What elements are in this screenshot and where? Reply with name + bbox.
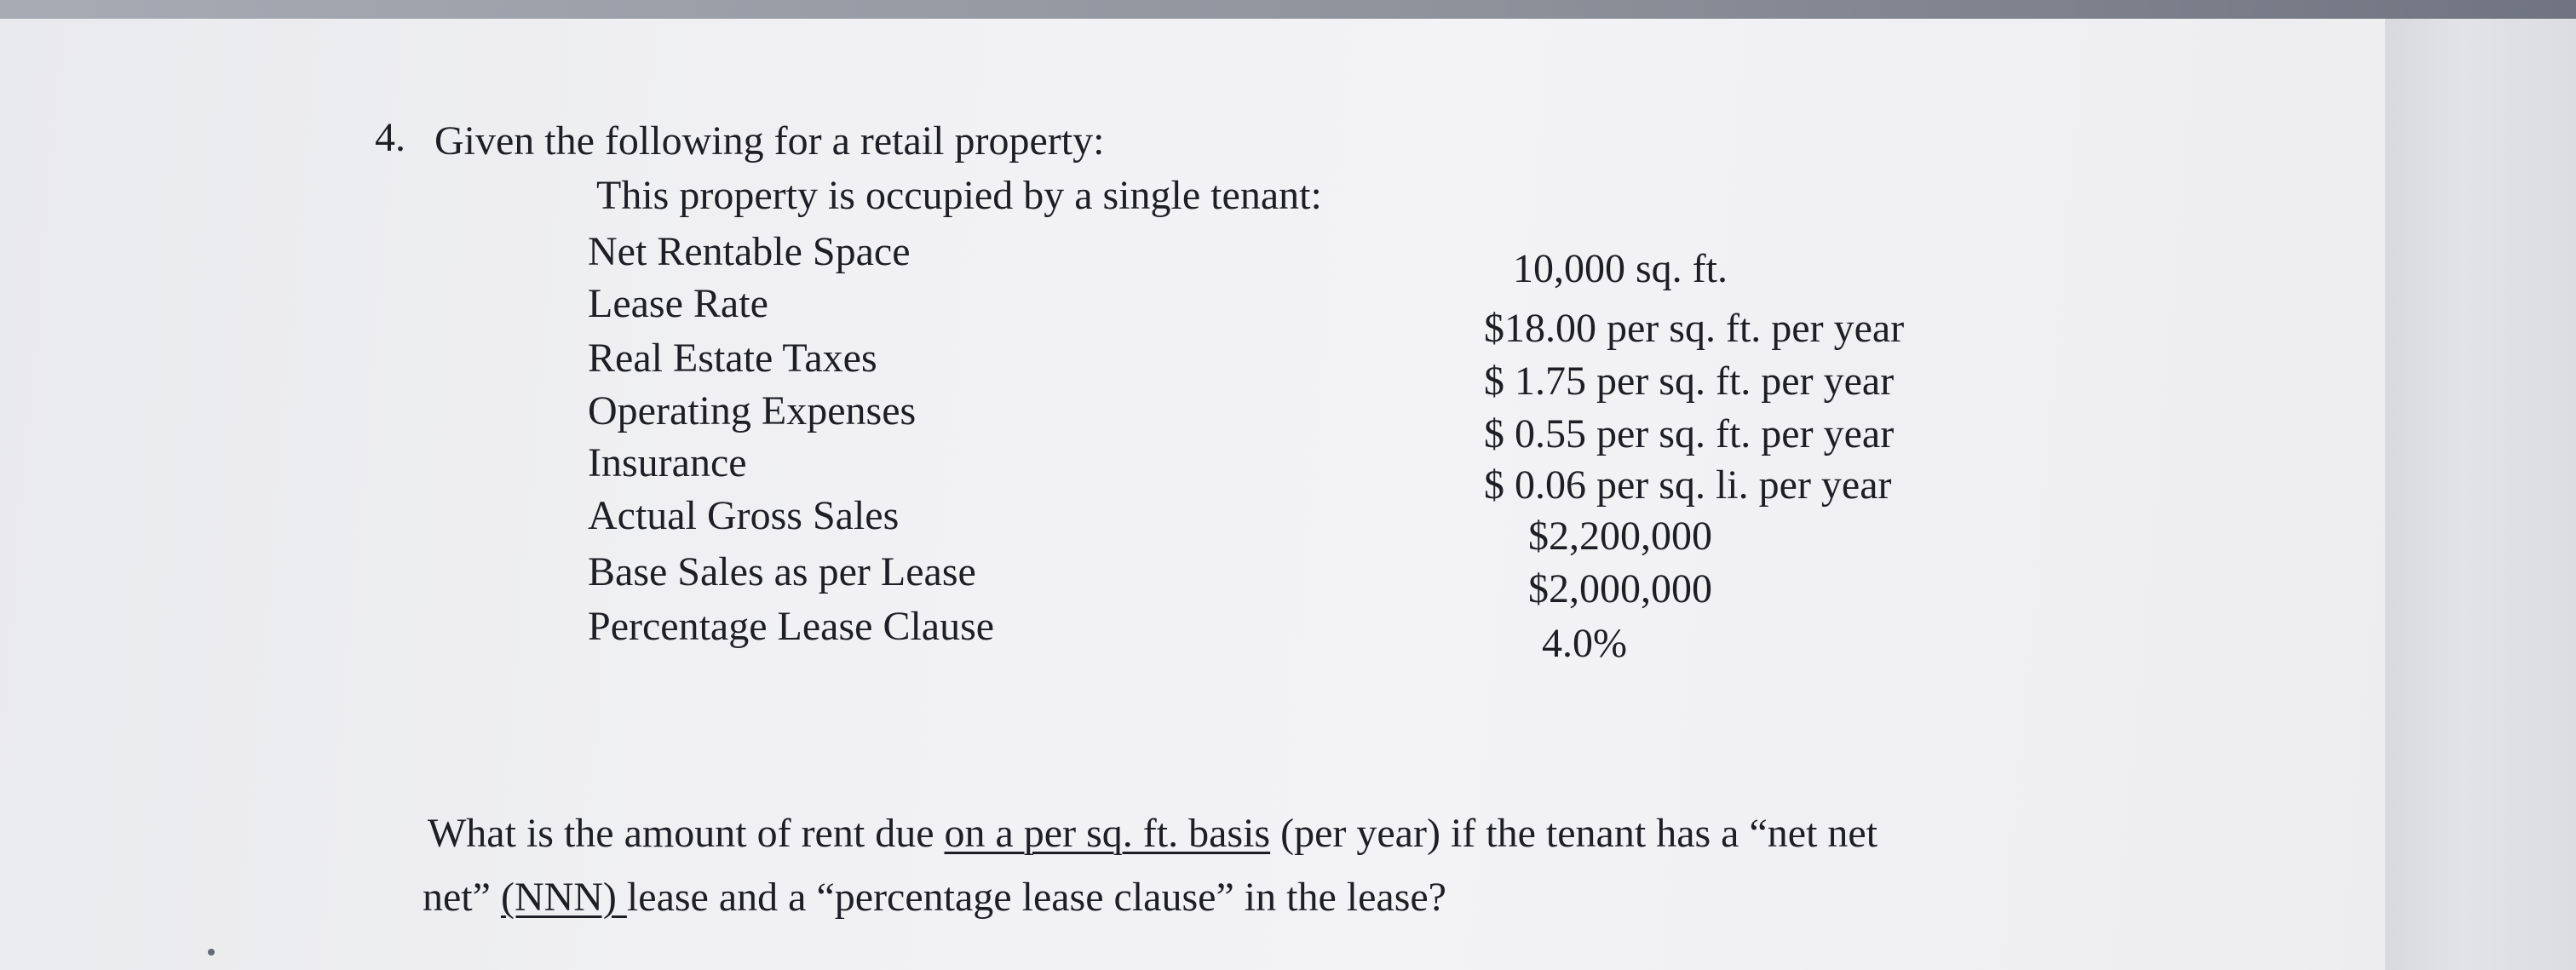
- label-operating-expenses: Operating Expenses: [588, 388, 917, 433]
- label-actual-gross-sales: Actual Gross Sales: [588, 493, 900, 538]
- question-line2-underlined: (NNN): [500, 875, 627, 920]
- question-text-end: (per year) if the tenant has a “net net: [1270, 811, 1878, 856]
- value-base-sales: $2,000,000: [1528, 566, 1712, 611]
- label-net-rentable-space: Net Rentable Space: [588, 229, 911, 274]
- tenant-intro: This property is occupied by a single tenant:: [596, 173, 1322, 218]
- value-real-estate-taxes: $ 1.75 per sq. ft. per year: [1484, 359, 1895, 404]
- label-real-estate-taxes: Real Estate Taxes: [588, 336, 877, 381]
- value-net-rentable-space: 10,000 sq. ft.: [1513, 246, 1728, 291]
- value-insurance: $ 0.06 per sq. li. per year: [1484, 462, 1892, 508]
- question-intro: Given the following for a retail property:: [434, 118, 1105, 164]
- label-percentage-lease-clause: Percentage Lease Clause: [588, 604, 995, 649]
- question-line2-rest: lease and a “percentage lease clause” in the lease?: [626, 875, 1446, 920]
- question-text-start: What is the amount of rent due: [428, 811, 945, 856]
- question-number: 4.: [375, 115, 405, 160]
- value-lease-rate: $18.00 per sq. ft. per year: [1484, 306, 1905, 351]
- label-base-sales: Base Sales as per Lease: [588, 549, 976, 594]
- label-insurance: Insurance: [588, 440, 747, 485]
- value-percentage-lease-clause: 4.0%: [1542, 621, 1627, 666]
- question-line-2: [423, 877, 1446, 918]
- value-operating-expenses: $ 0.55 per sq. ft. per year: [1484, 411, 1895, 456]
- question-underlined-basis: on a per sq. ft. basis: [944, 811, 1271, 856]
- question-line-1: [428, 813, 1877, 854]
- question-line2-prefix: net”: [423, 875, 501, 920]
- label-lease-rate: Lease Rate: [588, 281, 768, 326]
- paper-speck: [208, 949, 215, 956]
- value-actual-gross-sales: $2,200,000: [1528, 514, 1712, 559]
